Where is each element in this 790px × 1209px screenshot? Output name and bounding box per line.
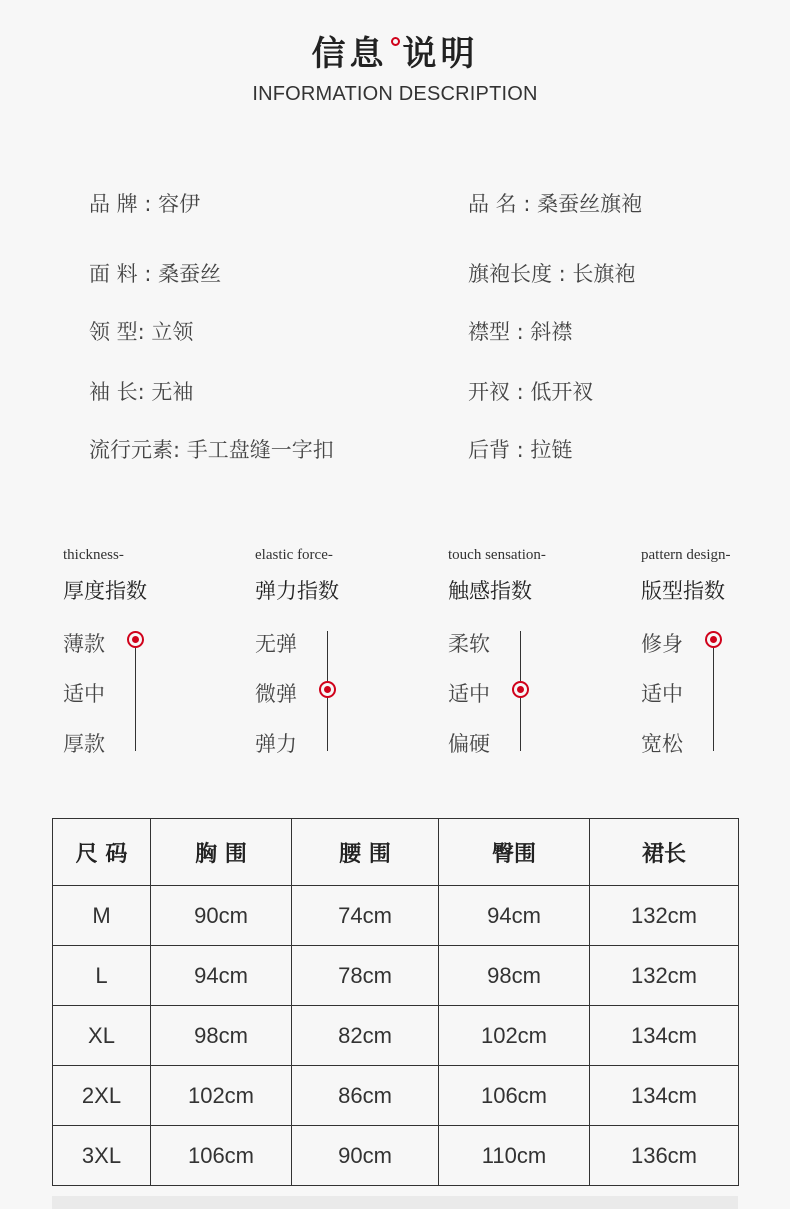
info-style-elements: 流行元素: 手工盘缝一字扣 [89, 438, 334, 462]
index-option: 适中 [63, 682, 105, 706]
index-marker-icon [512, 681, 529, 698]
table-row [53, 1066, 739, 1126]
index-en-label: pattern design- [641, 547, 731, 563]
cell-hip: 98cm [439, 946, 590, 1006]
index-cn-label: 弹力指数 [255, 579, 339, 603]
cell-hip: 110cm [439, 1126, 590, 1186]
index-option: 宽松 [641, 732, 683, 756]
cell-length: 132cm [590, 946, 739, 1006]
bottom-strip [52, 1196, 738, 1209]
cell-size: 2XL [53, 1066, 151, 1126]
index-cn-label: 版型指数 [641, 579, 725, 603]
index-option: 适中 [448, 682, 490, 706]
page-title [312, 26, 479, 75]
cell-hip: 106cm [439, 1066, 590, 1126]
index-option: 偏硬 [448, 732, 490, 756]
fabric-indexes [0, 545, 790, 760]
title-part-2: 说明 [402, 34, 479, 74]
info-placket: 襟型 : 斜襟 [468, 320, 573, 344]
info-collar: 领 型: 立领 [89, 320, 194, 344]
index-marker-icon [319, 681, 336, 698]
title-dot-icon [391, 37, 400, 46]
cell-size: M [53, 886, 151, 946]
index-option: 弹力 [255, 732, 297, 756]
index-pattern [641, 545, 790, 760]
info-sleeve: 袖 长: 无袖 [89, 380, 194, 404]
info-slit: 开衩 : 低开衩 [468, 380, 594, 404]
index-option: 无弹 [255, 632, 297, 656]
cell-bust: 90cm [151, 886, 292, 946]
cell-bust: 98cm [151, 1006, 292, 1066]
table-row [53, 886, 739, 946]
index-en-label: elastic force- [255, 547, 333, 563]
cell-size: XL [53, 1006, 151, 1066]
index-option: 微弹 [255, 682, 297, 706]
page-header [0, 26, 790, 106]
index-scale-line [135, 631, 136, 751]
header-size: 尺 码 [53, 819, 151, 886]
cell-waist: 86cm [292, 1066, 439, 1126]
cell-length: 132cm [590, 886, 739, 946]
cell-length: 134cm [590, 1066, 739, 1126]
table-row [53, 1006, 739, 1066]
table-header-row [53, 819, 739, 886]
index-en-label: touch sensation- [448, 547, 546, 563]
table-row [53, 946, 739, 1006]
header-hip: 臀围 [439, 819, 590, 886]
index-option: 厚款 [63, 732, 105, 756]
cell-size: L [53, 946, 151, 1006]
index-option: 薄款 [63, 632, 105, 656]
index-elasticity [255, 545, 435, 760]
info-fabric: 面 料 : 桑蚕丝 [89, 262, 222, 286]
index-en-label: thickness- [63, 547, 124, 563]
cell-length: 134cm [590, 1006, 739, 1066]
cell-length: 136cm [590, 1126, 739, 1186]
title-part-1: 信息 [311, 34, 388, 74]
cell-bust: 94cm [151, 946, 292, 1006]
header-waist: 腰 围 [292, 819, 439, 886]
size-table [52, 818, 739, 1186]
info-row [0, 188, 790, 228]
index-option: 柔软 [448, 632, 490, 656]
table-row [53, 1126, 739, 1186]
info-product-name: 品 名 : 桑蚕丝旗袍 [468, 192, 643, 216]
index-thickness [63, 545, 243, 760]
cell-bust: 102cm [151, 1066, 292, 1126]
cell-waist: 82cm [292, 1006, 439, 1066]
index-cn-label: 触感指数 [448, 579, 532, 603]
index-marker-icon [127, 631, 144, 648]
cell-waist: 90cm [292, 1126, 439, 1186]
header-bust: 胸 围 [151, 819, 292, 886]
info-length: 旗袍长度 : 长旗袍 [468, 262, 636, 286]
index-option: 适中 [641, 682, 683, 706]
cell-hip: 102cm [439, 1006, 590, 1066]
page-subtitle: INFORMATION DESCRIPTION [252, 83, 538, 105]
cell-waist: 74cm [292, 886, 439, 946]
info-brand: 品 牌 : 容伊 [89, 192, 201, 216]
cell-bust: 106cm [151, 1126, 292, 1186]
info-back: 后背 : 拉链 [468, 438, 573, 462]
index-scale-line [713, 631, 714, 751]
cell-waist: 78cm [292, 946, 439, 1006]
info-row [0, 434, 790, 474]
header-length: 裙长 [590, 819, 739, 886]
info-row [0, 316, 790, 356]
info-row [0, 376, 790, 416]
info-row [0, 258, 790, 298]
index-cn-label: 厚度指数 [63, 579, 147, 603]
cell-size: 3XL [53, 1126, 151, 1186]
index-option: 修身 [641, 632, 683, 656]
index-marker-icon [705, 631, 722, 648]
index-touch [448, 545, 628, 760]
cell-hip: 94cm [439, 886, 590, 946]
